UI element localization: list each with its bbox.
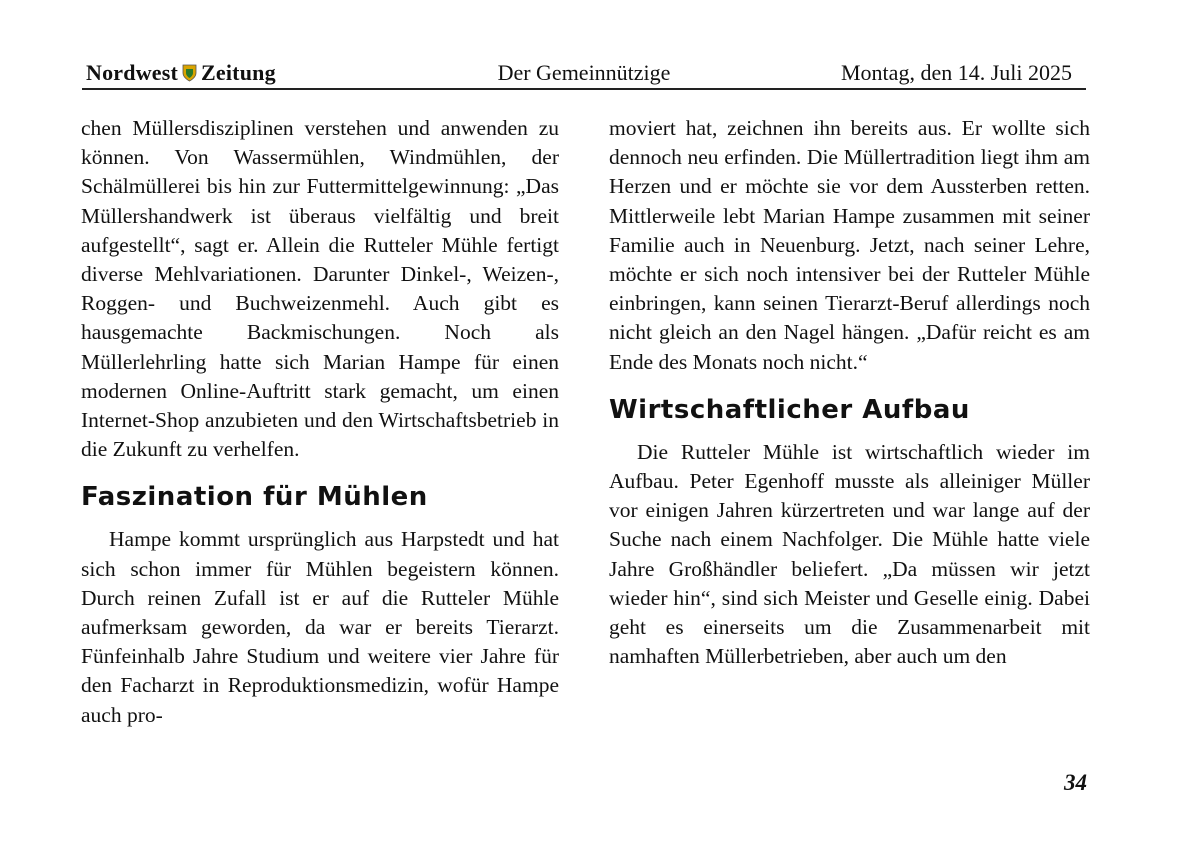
publication-name: Der Gemeinnützige xyxy=(497,60,671,85)
issue-date: Montag, den 14. Juli 2025 xyxy=(841,60,1072,85)
masthead-right: Zeitung xyxy=(201,60,276,85)
page-header xyxy=(82,58,1086,90)
right-paragraph-1: moviert hat, zeichnen ihn bereits aus. Er wollte sich dennoch neu erfinden. Die Müllertradition liegt ihm am Herzen und er möchte sie vor dem Aussterben retten. Mittlerweile lebt Marian Hampe zusammen mit seiner Familie auch in Neuenburg. Jetzt, nach seiner Lehre, möchte er sich noch intensiver bei der Rutteler Mühle einbringen, kann seinen Tierarzt-Beruf allerdings noch nicht gleich an den Nagel hängen. „Dafür reicht es am Ende des Monats noch nicht.“ xyxy=(609,116,1090,374)
right-paragraph-2: Die Rutteler Mühle ist wirtschaftlich wieder im Aufbau. Peter Egenhoff musste als alleiniger Müller vor einigen Jahren kürzertreten und war lange auf der Suche nach einem Nachfolger. Die Mühle hatte viele Jahre Großhändler beliefert. „Da müssen wir jetzt wieder hin“, sind sich Meister und Geselle einig. Dabei geht es einerseits um die Zusammenarbeit mit namhaften Müllerbetrieben, aber auch um den xyxy=(609,439,1090,669)
right-column xyxy=(609,114,1090,671)
left-paragraph-1: chen Müllersdisziplinen verstehen und anwenden zu können. Von Wassermühlen, Windmühlen, der Schälmüllerei bis hin zur Futtermittelgewinnung: „Das Müllershandwerk ist überaus vielfältig und breit aufgestellt“, sagt er. Allein die Rutteler Mühle fertigt diverse Mehlvariationen. Darunter Dinkel-, Weizen-, Roggen- und Buchweizenmehl. Auch gibt es hausgemachte Backmischungen. Noch als Müllerlehrling hatte sich Marian Hampe für einen modernen Online-Auftritt stark gemacht, um einen Internet-Shop anzubieten und den Wirtschaftsbetrieb in die Zukunft zu verhelfen. xyxy=(81,116,559,462)
page-number: 34 xyxy=(1064,770,1087,795)
left-paragraph-2: Hampe kommt ursprünglich aus Harpstedt und hat sich schon immer für Mühlen begeistern können. Durch reinen Zufall ist er auf die Rutteler Mühle aufmerksam geworden, da war er bereits Tierarzt. Fünfeinhalb Jahre Studium und weitere vier Jahre für den Facharzt in Reproduktionsmedizin, wofür Hampe auch pro- xyxy=(81,527,559,727)
left-column xyxy=(81,114,559,730)
section-heading-faszination: Faszination für Mühlen xyxy=(81,482,428,513)
masthead-left: Nordwest xyxy=(86,60,179,85)
section-heading-wirtschaftlicher-aufbau: Wirtschaftlicher Aufbau xyxy=(609,394,970,425)
